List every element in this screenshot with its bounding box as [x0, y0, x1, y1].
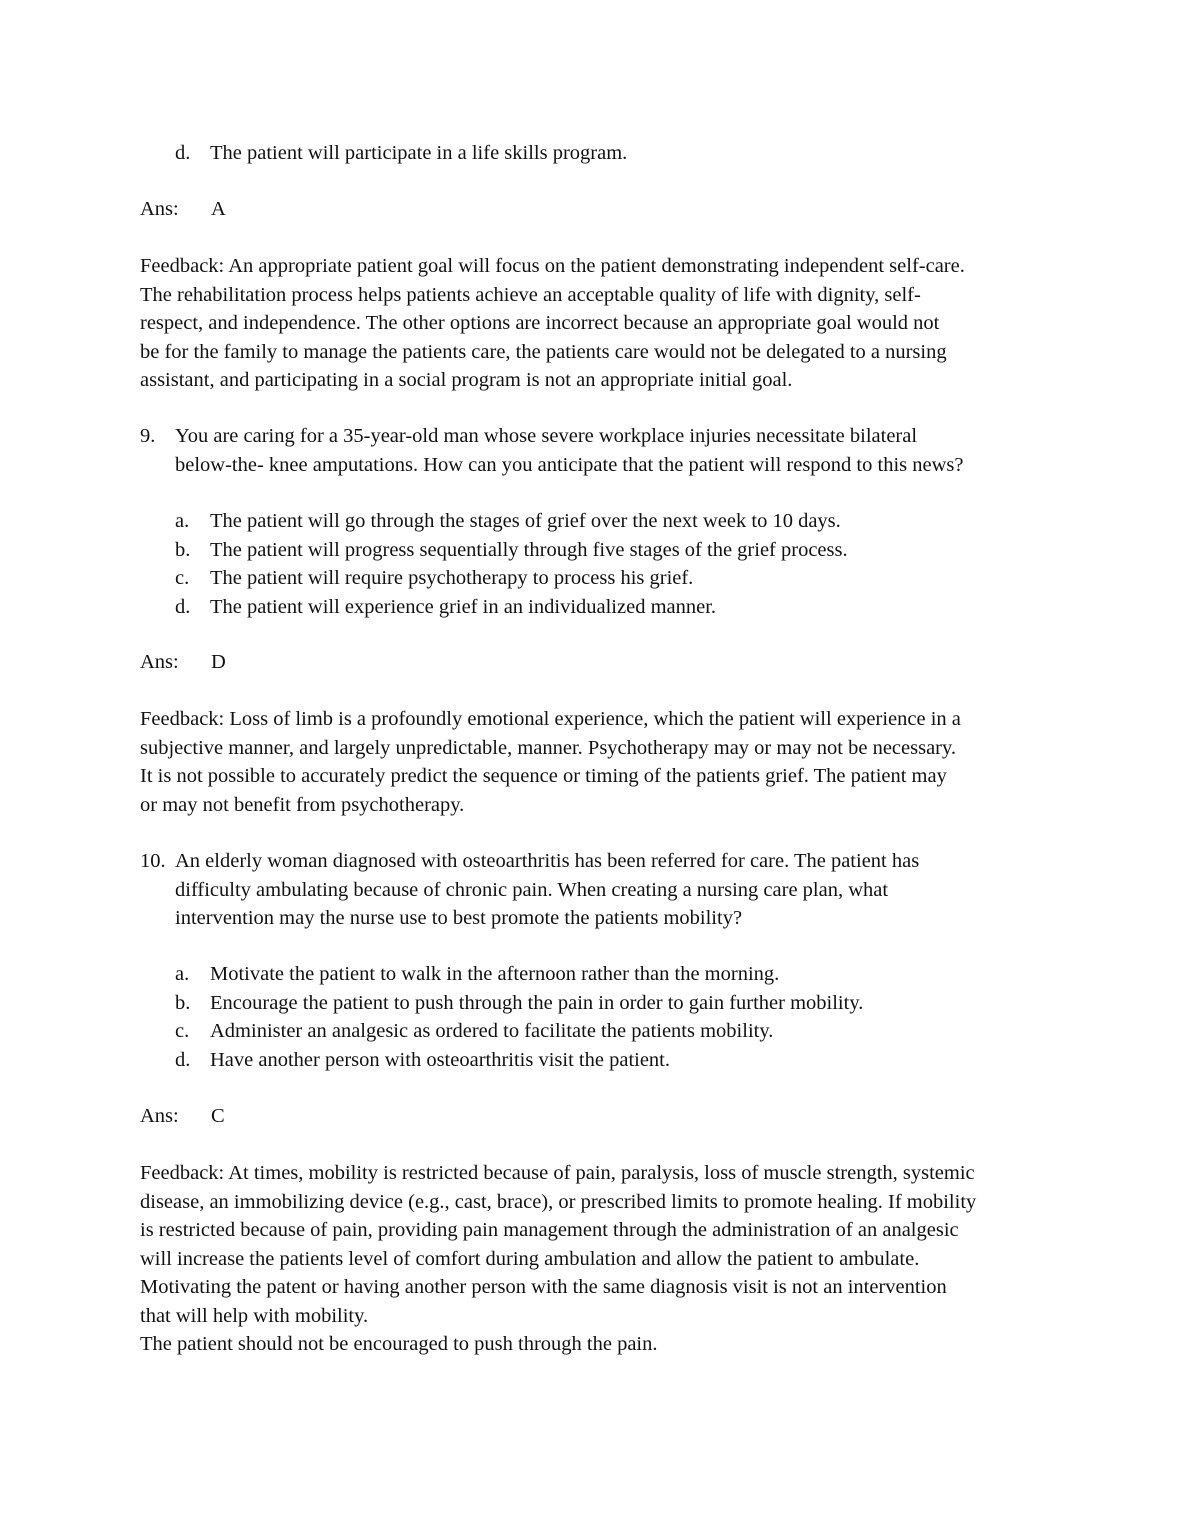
- answer-value: D: [211, 651, 226, 673]
- option-d: [175, 1046, 863, 1075]
- option-text: The patient will require psychotherapy to process his grief.: [210, 567, 694, 589]
- feedback-line: respect, and independence. The other options are incorrect because an appropriate goal would not: [140, 312, 940, 334]
- option-text: Encourage the patient to push through the pain in order to gain further mobility.: [210, 991, 864, 1014]
- q10-answer: [140, 1102, 225, 1131]
- feedback-line: Feedback: An appropriate patient goal will focus on the patient demonstrating independent self-care.: [140, 255, 965, 277]
- answer-value: A: [211, 198, 226, 220]
- prev-feedback: [140, 252, 965, 395]
- option-letter: b.: [175, 538, 191, 561]
- feedback-line: disease, an immobilizing device (e.g., cast, brace), or prescribed limits to promote healing. If mobility: [140, 1190, 977, 1213]
- answer-label: Ans:: [140, 198, 179, 220]
- q10-feedback: [140, 1159, 976, 1359]
- q9-options: [175, 507, 848, 621]
- option-letter: d.: [175, 595, 191, 618]
- option-letter: c.: [175, 567, 190, 589]
- question-number: 9.: [140, 425, 156, 447]
- feedback-line: will increase the patients level of comfort during ambulation and allow the patient to ambulate.: [140, 1247, 920, 1270]
- question-10: [140, 847, 919, 933]
- option-text: Motivate the patient to walk in the afternoon rather than the morning.: [210, 963, 780, 985]
- option-letter: b.: [175, 991, 191, 1014]
- feedback-line: subjective manner, and largely unpredictable, manner. Psychotherapy may or may not be necessary.: [140, 736, 957, 759]
- option-letter: d.: [175, 142, 191, 164]
- option-text: Administer an analgesic as ordered to facilitate the patients mobility.: [210, 1020, 774, 1042]
- option-c: [175, 564, 848, 593]
- feedback-line: Motivating the patent or having another person with the same diagnosis visit is not an intervention: [140, 1276, 947, 1298]
- question-9: [140, 422, 963, 479]
- question-stem-line: An elderly woman diagnosed with osteoarthritis has been referred for care. The patient has: [175, 850, 920, 872]
- feedback-line: that will help with mobility.: [140, 1304, 369, 1327]
- feedback-line: is restricted because of pain, providing pain management through the administration of an analgesic: [140, 1219, 959, 1241]
- feedback-line: Feedback: Loss of limb is a profoundly emotional experience, which the patient will experience in a: [140, 708, 961, 730]
- option-c: [175, 1017, 863, 1046]
- option-letter: c.: [175, 1020, 190, 1042]
- q9-answer: [140, 648, 226, 677]
- answer-label: Ans:: [140, 1105, 179, 1127]
- feedback-line: be for the family to manage the patients care, the patients care would not be delegated to a nursing: [140, 340, 947, 363]
- feedback-line: Feedback: At times, mobility is restricted because of pain, paralysis, loss of muscle strength, systemic: [140, 1162, 975, 1184]
- option-d: [175, 593, 848, 622]
- option-letter: a.: [175, 963, 190, 985]
- option-b: [175, 989, 863, 1018]
- feedback-line: It is not possible to accurately predict the sequence or timing of the patients grief. The patient may: [140, 765, 947, 787]
- question-stem-line: intervention may the nurse use to best promote the patients mobility?: [175, 907, 743, 929]
- q10-options: [175, 960, 863, 1074]
- option-b: [175, 536, 848, 565]
- option-a: [175, 960, 863, 989]
- question-number: 10.: [140, 850, 166, 872]
- option-text: The patient will progress sequentially through five stages of the grief process.: [210, 538, 848, 561]
- prev-option-d: [175, 139, 627, 168]
- option-letter: a.: [175, 510, 190, 532]
- option-a: [175, 507, 848, 536]
- feedback-line: assistant, and participating in a social program is not an appropriate initial goal.: [140, 369, 793, 391]
- feedback-line: The rehabilitation process helps patients achieve an acceptable quality of life with dignity, self-: [140, 283, 921, 306]
- question-stem-line: You are caring for a 35-year-old man whose severe workplace injuries necessitate bilateral: [175, 425, 918, 447]
- option-text: The patient will experience grief in an individualized manner.: [210, 595, 717, 618]
- option-letter: d.: [175, 1048, 191, 1071]
- prev-answer: [140, 195, 226, 224]
- q9-feedback: [140, 705, 961, 819]
- option-text: Have another person with osteoarthritis visit the patient.: [210, 1048, 670, 1071]
- option-text: The patient will go through the stages of grief over the next week to 10 days.: [210, 510, 841, 532]
- question-stem-line: difficulty ambulating because of chronic pain. When creating a nursing care plan, what: [175, 878, 889, 901]
- feedback-line: or may not benefit from psychotherapy.: [140, 793, 465, 816]
- feedback-line: The patient should not be encouraged to push through the pain.: [140, 1333, 658, 1355]
- option-text: The patient will participate in a life skills program.: [210, 142, 628, 164]
- answer-label: Ans:: [140, 651, 179, 673]
- question-stem-line: below-the- knee amputations. How can you anticipate that the patient will respond to this news?: [175, 453, 964, 476]
- answer-value: C: [211, 1105, 225, 1127]
